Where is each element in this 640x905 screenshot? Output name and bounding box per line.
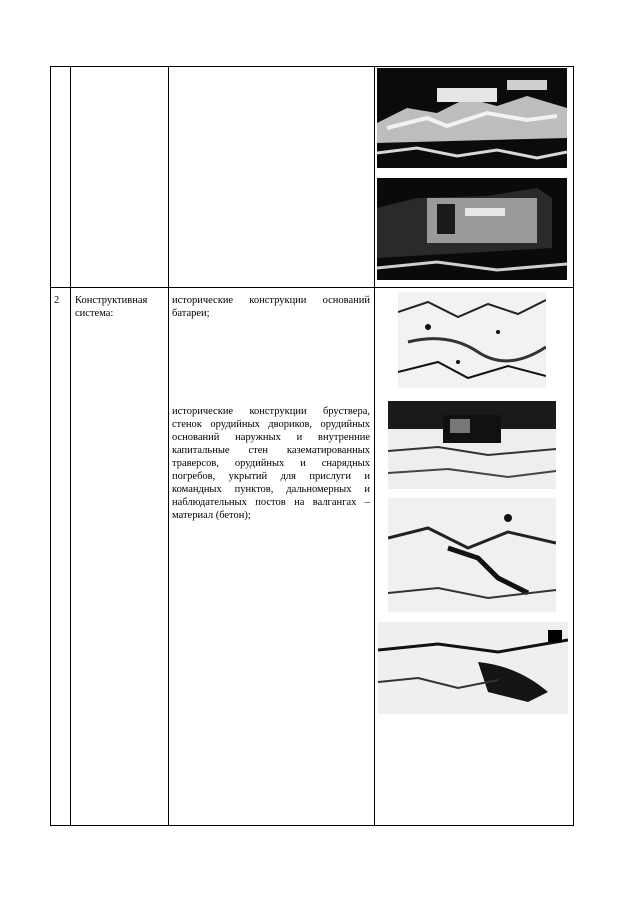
photo-battery-ruins-1 [377, 68, 567, 168]
row-number: 2 [54, 295, 60, 306]
table-border-right [573, 66, 574, 826]
row-description-1: исторические конструкции оснований батареи; [172, 295, 370, 319]
table-col-divider-3 [374, 66, 375, 826]
table-col-divider-2 [168, 66, 169, 826]
photo-base-1 [398, 292, 546, 388]
table-border-top [50, 66, 574, 67]
table-row-divider [50, 287, 574, 288]
table-border-left [50, 66, 51, 826]
photo-parapet-3 [378, 622, 568, 714]
row-description-2: исторические конструкции бруствера, стенок орудийных двориков, орудийных оснований наружных и внутренние капитальные стен казематированных траверсов, орудийных и снарядных погребов, укрытий для прислуги и командных пунктов, дальномерных и наблюдательных постов на валгангах – материал (бетон); [172, 406, 370, 521]
table-border-bottom [50, 825, 574, 826]
table-col-divider-1 [70, 66, 71, 826]
photo-parapet-1 [388, 401, 556, 489]
photo-battery-ruins-2 [377, 178, 567, 280]
photo-parapet-2 [388, 498, 556, 612]
row-name: Конструктивная система: [75, 295, 148, 319]
